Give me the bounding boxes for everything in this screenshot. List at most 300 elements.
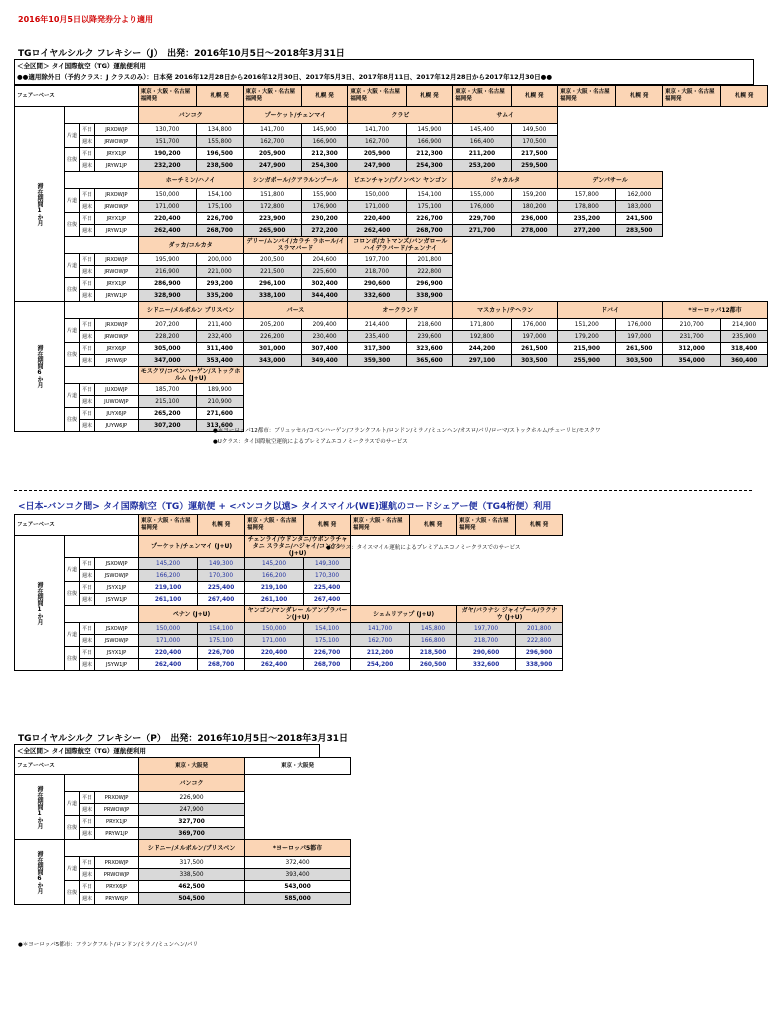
- fare-value: 290,600: [457, 647, 516, 659]
- day-type: 平日: [80, 647, 95, 659]
- fare-value: 219,100: [139, 582, 198, 594]
- fare-value: 197,000: [511, 331, 558, 343]
- fare-value: 343,000: [243, 355, 301, 367]
- empty-cell: [721, 225, 768, 237]
- fare-value: 204,600: [301, 254, 348, 266]
- empty-cell: [663, 278, 721, 290]
- fare-value: 141,700: [348, 124, 406, 136]
- day-type: 平日: [80, 343, 95, 355]
- trip-type: 往復: [65, 278, 80, 302]
- fare-value: 210,700: [663, 319, 721, 331]
- destination-header: ヤンゴン/マンダレー ルアンプラバーン(J+U): [245, 606, 351, 623]
- fare-basis: JRWOWJP: [95, 266, 139, 278]
- empty-cell: [511, 384, 558, 396]
- day-type: 平日: [80, 278, 95, 290]
- destination-header: バンコク: [138, 107, 243, 124]
- fare-basis: JRYX1JP: [95, 278, 139, 290]
- fare-value: 171,800: [453, 319, 511, 331]
- fare-value: 228,200: [138, 331, 196, 343]
- spacer: [65, 237, 139, 254]
- fare-value: 268,700: [406, 225, 453, 237]
- fare-value: 247,900: [348, 160, 406, 172]
- stay-period-1m: 滞在期間1か月: [15, 775, 65, 840]
- fare-value: 354,000: [663, 355, 721, 367]
- empty-cell: [663, 408, 721, 420]
- empty-cell: [516, 570, 563, 582]
- empty-cell: [410, 558, 457, 570]
- trip-type: 片道: [65, 623, 80, 647]
- fare-value: 255,900: [558, 355, 616, 367]
- fare-basis: JRYX1JP: [95, 148, 139, 160]
- trip-type: 往復: [65, 213, 80, 237]
- fare-row: [15, 623, 563, 635]
- fare-value: 226,200: [243, 331, 301, 343]
- fare-basis: PRYX6JP: [95, 881, 139, 893]
- trip-type: 往復: [65, 408, 80, 432]
- trip-type: 片道: [65, 124, 80, 148]
- fare-basis: JRYW1JP: [95, 290, 139, 302]
- fare-value: 504,500: [139, 893, 245, 905]
- fare-value: 253,200: [453, 160, 511, 172]
- fare-value: 353,400: [196, 355, 243, 367]
- fare-row: [15, 396, 768, 408]
- destination-header: パース: [243, 302, 348, 319]
- empty-cell: [616, 266, 663, 278]
- empty-cell: [453, 237, 768, 254]
- section3-title: TGロイヤルシルク フレキシー（P） 出発：2016年10月5日～2018年3月31日: [18, 734, 348, 744]
- origin-header-main: 東京・大阪・名古屋 福岡発: [138, 86, 196, 107]
- empty-cell: [663, 189, 721, 201]
- fare-value: 220,400: [348, 213, 406, 225]
- empty-cell: [516, 582, 563, 594]
- fare-basis: PRYW6JP: [95, 893, 139, 905]
- trip-type: 片道: [65, 792, 80, 816]
- fare-value: 162,700: [348, 136, 406, 148]
- trip-type: 往復: [65, 816, 80, 840]
- fare-value: 141,700: [243, 124, 301, 136]
- fare-value: 338,100: [243, 290, 301, 302]
- empty-cell: [243, 408, 301, 420]
- origin-header-row: [15, 86, 768, 107]
- origin-header-sapporo: 札幌 発: [406, 86, 453, 107]
- day-type: 平日: [80, 319, 95, 331]
- fare-value: 214,900: [721, 319, 768, 331]
- fare-value: 226,900: [139, 792, 245, 804]
- fare-value: 216,900: [138, 266, 196, 278]
- fare-basis: JRYX1JP: [95, 213, 139, 225]
- empty-cell: [406, 408, 453, 420]
- origin-header: 東京・大阪発: [139, 758, 245, 775]
- day-type: 週末: [80, 290, 95, 302]
- destination-header: バンコク: [139, 775, 245, 792]
- fare-basis: JSYW1JP: [95, 659, 139, 671]
- destination-header: サムイ: [453, 107, 558, 124]
- empty-cell: [406, 396, 453, 408]
- destination-header: ホーチミン/ハノイ: [138, 172, 243, 189]
- empty-cell: [511, 408, 558, 420]
- origin-header-sapporo: 札幌 発: [721, 86, 768, 107]
- origin-header-sapporo: 札幌 発: [511, 86, 558, 107]
- fare-value: 323,600: [406, 343, 453, 355]
- trip-type: 片道: [65, 857, 80, 881]
- fare-value: 261,500: [511, 343, 558, 355]
- fare-basis: PRWOWJP: [95, 804, 139, 816]
- fare-row: [15, 816, 351, 828]
- fare-value: 247,900: [243, 160, 301, 172]
- origin-header-row: [15, 515, 563, 536]
- fare-value: 210,900: [196, 396, 243, 408]
- fare-value: 162,000: [616, 189, 663, 201]
- fare-row: [15, 857, 351, 869]
- fare-value: 218,500: [410, 647, 457, 659]
- fare-value: 171,000: [245, 635, 304, 647]
- empty-cell: [721, 396, 768, 408]
- empty-cell: [351, 570, 410, 582]
- empty-cell: [663, 290, 721, 302]
- empty-cell: [663, 172, 768, 189]
- spacer: [65, 606, 139, 623]
- empty-cell: [616, 254, 663, 266]
- fare-row: [15, 319, 768, 331]
- spacer: [65, 302, 139, 319]
- trip-type: 片道: [65, 558, 80, 582]
- fare-basis: JUYW6JP: [95, 420, 139, 432]
- empty-cell: [721, 420, 768, 432]
- fare-row: [15, 558, 563, 570]
- fare-value: 254,300: [301, 160, 348, 172]
- fare-basis: JSYW1JP: [95, 594, 139, 606]
- empty-cell: [243, 384, 301, 396]
- fare-value: 301,000: [243, 343, 301, 355]
- day-type: 週末: [80, 635, 95, 647]
- fare-value: 145,900: [301, 124, 348, 136]
- empty-cell: [457, 570, 516, 582]
- empty-cell: [410, 594, 457, 606]
- fare-value: 197,000: [616, 331, 663, 343]
- empty-cell: [721, 124, 768, 136]
- fare-basis: JSWOWJP: [95, 570, 139, 582]
- note-europe5: ●＊ヨーロッパ5都市：フランクフルト/ロンドン/ミラノ/ミュンヘン/パリ: [18, 942, 198, 948]
- empty-cell: [558, 148, 616, 160]
- city-header-row: [15, 840, 351, 857]
- origin-header-main: 東京・大阪・名古屋 福岡発: [558, 86, 616, 107]
- fare-value: 265,200: [138, 408, 196, 420]
- fare-value: 130,700: [138, 124, 196, 136]
- empty-cell: [616, 160, 663, 172]
- spacer: [65, 775, 139, 792]
- empty-cell: [511, 254, 558, 266]
- fare-value: 154,100: [304, 623, 351, 635]
- city-header-row: [15, 367, 768, 384]
- fare-basis: JRXOWJP: [95, 124, 139, 136]
- fare-value: 145,800: [410, 623, 457, 635]
- fare-value: 145,900: [406, 124, 453, 136]
- fare-value: 176,000: [453, 201, 511, 213]
- empty-cell: [351, 594, 410, 606]
- fare-value: 134,800: [196, 124, 243, 136]
- empty-cell: [721, 408, 768, 420]
- fare-value: 365,600: [406, 355, 453, 367]
- fare-value: 166,400: [453, 136, 511, 148]
- fare-value: 145,200: [245, 558, 304, 570]
- fare-value: 197,700: [457, 623, 516, 635]
- fare-value: 149,300: [304, 558, 351, 570]
- fare-value: 166,900: [301, 136, 348, 148]
- fare-value: 211,400: [196, 319, 243, 331]
- day-type: 週末: [80, 225, 95, 237]
- origin-header-main: 東京・大阪・名古屋 福岡発: [663, 86, 721, 107]
- day-type: 平日: [80, 124, 95, 136]
- day-type: 週末: [80, 136, 95, 148]
- note-europe12: ●＊ヨーロッパ12都市：ブリュッセル/コペンハーゲン/フランクフルト/ロンドン/ミラノ/ミュンヘン/オスロ/パリ/ローマ/ストックホルム/チューリヒ/モスクワ: [213, 428, 601, 434]
- fare-value: 162,700: [243, 136, 301, 148]
- destination-header: ドバイ: [558, 302, 663, 319]
- fare-value: 209,400: [301, 319, 348, 331]
- empty-cell: [663, 213, 721, 225]
- fare-value: 296,900: [516, 647, 563, 659]
- fare-value: 175,100: [304, 635, 351, 647]
- day-type: 平日: [80, 254, 95, 266]
- fare-value: 327,700: [139, 816, 245, 828]
- fare-row: [15, 254, 768, 266]
- empty-cell: [245, 792, 351, 804]
- fare-row: [15, 343, 768, 355]
- fare-value: 290,600: [348, 278, 406, 290]
- day-type: 平日: [80, 148, 95, 160]
- fare-value: 154,100: [196, 189, 243, 201]
- fare-value: 200,000: [196, 254, 243, 266]
- fare-value: 150,000: [348, 189, 406, 201]
- note-u-class-we: ●Uクラス：タイスマイル運航によるプレミアムエコノミークラスでのサービス: [326, 545, 521, 551]
- empty-cell: [348, 408, 406, 420]
- day-type: 平日: [80, 857, 95, 869]
- origin-header-sapporo: 札幌 発: [301, 86, 348, 107]
- origin-header-sapporo: 札幌 発: [516, 515, 563, 536]
- fare-value: 185,700: [138, 384, 196, 396]
- destination-header: *ヨーロッパ12都市: [663, 302, 768, 319]
- section1-exclusion: ●●適用除外日（予約クラス：J クラスのみ）：日本発 2016年12月28日から2016年12月30日、2017年5月3日、2017年8月11日、2017年12月28日から2017年12月30日●●: [17, 73, 553, 81]
- fare-value: 190,200: [138, 148, 196, 160]
- destination-header: ビエンチャン/プノンペン ヤンゴン: [348, 172, 453, 189]
- note-u-class-tg: ●Uクラス：タイ国際航空運航によるプレミアムエコノミークラスでのサービス: [213, 439, 408, 445]
- fare-value: 149,500: [511, 124, 558, 136]
- empty-cell: [616, 148, 663, 160]
- fare-value: 278,000: [511, 225, 558, 237]
- origin-header: 東京・大阪発: [245, 758, 351, 775]
- empty-cell: [301, 384, 348, 396]
- fare-value: 222,800: [516, 635, 563, 647]
- fare-value: 286,900: [138, 278, 196, 290]
- fare-row: [15, 881, 351, 893]
- fare-value: 239,600: [406, 331, 453, 343]
- empty-cell: [410, 582, 457, 594]
- empty-cell: [721, 278, 768, 290]
- stay-period-6m: 滞在期間6か月: [15, 840, 65, 905]
- fare-row: [15, 594, 563, 606]
- stay-period-6m: 滞在期間6か月: [15, 302, 65, 432]
- fare-value: 297,100: [453, 355, 511, 367]
- city-header-row: [15, 237, 768, 254]
- fare-value: 201,800: [406, 254, 453, 266]
- empty-cell: [663, 420, 721, 432]
- fare-value: 171,000: [348, 201, 406, 213]
- day-type: 週末: [80, 869, 95, 881]
- destination-header: デンパサール: [558, 172, 663, 189]
- fare-basis: JSXOWJP: [95, 623, 139, 635]
- fare-value: 176,000: [616, 319, 663, 331]
- empty-cell: [348, 396, 406, 408]
- empty-cell: [663, 254, 721, 266]
- fare-value: 317,500: [139, 857, 245, 869]
- trip-type: 片道: [65, 384, 80, 408]
- fare-basis: JUWOWJP: [95, 396, 139, 408]
- empty-cell: [721, 189, 768, 201]
- origin-header-main: 東京・大阪・名古屋 福岡発: [457, 515, 516, 536]
- fare-value: 313,600: [196, 420, 243, 432]
- fare-value: 205,200: [243, 319, 301, 331]
- empty-cell: [301, 396, 348, 408]
- fare-row: [15, 189, 768, 201]
- fare-value: 328,900: [138, 290, 196, 302]
- day-type: 平日: [80, 792, 95, 804]
- fare-value: 262,400: [245, 659, 304, 671]
- empty-cell: [663, 124, 721, 136]
- fare-value: 338,900: [406, 290, 453, 302]
- empty-cell: [245, 816, 351, 828]
- fare-value: 220,400: [245, 647, 304, 659]
- empty-cell: [301, 408, 348, 420]
- empty-cell: [453, 384, 511, 396]
- fare-value: 232,200: [138, 160, 196, 172]
- fare-value: 359,300: [348, 355, 406, 367]
- empty-cell: [558, 278, 616, 290]
- fare-basis: JRYW1JP: [95, 225, 139, 237]
- empty-cell: [558, 408, 616, 420]
- fare-basis: JRXOWJP: [95, 189, 139, 201]
- fare-value: 235,900: [721, 331, 768, 343]
- day-type: 週末: [80, 420, 95, 432]
- fare-basis: JRWOWJP: [95, 136, 139, 148]
- fare-basis: PRYW1JP: [95, 828, 139, 840]
- fare-value: 162,700: [351, 635, 410, 647]
- fare-value: 215,100: [138, 396, 196, 408]
- fare-value: 244,200: [453, 343, 511, 355]
- empty-cell: [721, 384, 768, 396]
- fare-basis-header: フェアーベース: [15, 758, 139, 775]
- fare-basis: PRXOWJP: [95, 857, 139, 869]
- trip-type: 往復: [65, 343, 80, 367]
- destination-header: オークランド: [348, 302, 453, 319]
- fare-value: 218,600: [406, 319, 453, 331]
- spacer: [65, 107, 139, 124]
- fare-basis: JRYW1JP: [95, 160, 139, 172]
- empty-cell: [663, 201, 721, 213]
- fare-value: 543,000: [245, 881, 351, 893]
- spacer: [65, 367, 139, 384]
- day-type: 週末: [80, 266, 95, 278]
- fare-value: 220,400: [138, 213, 196, 225]
- fare-value: 214,400: [348, 319, 406, 331]
- empty-cell: [616, 408, 663, 420]
- fare-value: 261,100: [139, 594, 198, 606]
- empty-cell: [348, 384, 406, 396]
- fare-value: 212,200: [351, 647, 410, 659]
- empty-cell: [721, 148, 768, 160]
- fare-value: 200,500: [243, 254, 301, 266]
- fare-value: 226,700: [406, 213, 453, 225]
- fare-value: 176,900: [301, 201, 348, 213]
- fare-value: 166,900: [406, 136, 453, 148]
- fare-value: 218,700: [348, 266, 406, 278]
- stay-period-1m: 滞在期間1か月: [15, 536, 65, 671]
- fare-value: 159,200: [511, 189, 558, 201]
- empty-cell: [721, 254, 768, 266]
- origin-header-sapporo: 札幌 発: [304, 515, 351, 536]
- section1-grid: [14, 85, 768, 432]
- empty-cell: [558, 384, 616, 396]
- day-type: 週末: [80, 396, 95, 408]
- fare-value: 283,500: [616, 225, 663, 237]
- destination-header: デリー/ムンバイ/カラチ ラホール/イスラマバード: [243, 237, 348, 254]
- destination-header: モスクワ/コペンハーゲン/ストックホルム (J+U): [138, 367, 243, 384]
- fare-row: [15, 201, 768, 213]
- fare-row: [15, 635, 563, 647]
- fare-value: 145,200: [139, 558, 198, 570]
- day-type: 週末: [80, 659, 95, 671]
- fare-value: 212,300: [406, 148, 453, 160]
- fare-row: [15, 659, 563, 671]
- fare-basis: JUXOWJP: [95, 384, 139, 396]
- fare-value: 221,000: [196, 266, 243, 278]
- fare-value: 262,400: [348, 225, 406, 237]
- fare-value: 268,700: [304, 659, 351, 671]
- fare-basis-header: フェアーベース: [15, 86, 139, 107]
- fare-value: 211,200: [453, 148, 511, 160]
- fare-value: 180,200: [511, 201, 558, 213]
- fare-value: 171,000: [139, 635, 198, 647]
- empty-cell: [616, 278, 663, 290]
- empty-cell: [453, 266, 511, 278]
- fare-value: 229,700: [453, 213, 511, 225]
- empty-cell: [453, 408, 511, 420]
- fare-value: 178,800: [558, 201, 616, 213]
- fare-value: 176,000: [511, 319, 558, 331]
- fare-value: 293,200: [196, 278, 243, 290]
- fare-value: 205,900: [243, 148, 301, 160]
- empty-cell: [663, 225, 721, 237]
- fare-value: 307,400: [301, 343, 348, 355]
- empty-cell: [721, 201, 768, 213]
- fare-value: 141,700: [351, 623, 410, 635]
- fare-row: [15, 124, 768, 136]
- fare-value: 170,300: [198, 570, 245, 582]
- fare-row: [15, 384, 768, 396]
- fare-value: 218,700: [457, 635, 516, 647]
- origin-header-main: 東京・大阪・名古屋 福岡発: [453, 86, 511, 107]
- effective-banner: 2016年10月5日以降発券分より適用: [18, 15, 153, 24]
- fare-row: [15, 266, 768, 278]
- fare-value: 166,200: [139, 570, 198, 582]
- fare-value: 268,700: [198, 659, 245, 671]
- origin-header-main: 東京・大阪・名古屋 福岡発: [245, 515, 304, 536]
- fare-value: 369,700: [139, 828, 245, 840]
- fare-value: 155,000: [453, 189, 511, 201]
- trip-type: 往復: [65, 148, 80, 172]
- fare-value: 260,500: [410, 659, 457, 671]
- fare-value: 303,500: [616, 355, 663, 367]
- origin-header-sapporo: 札幌 発: [196, 86, 243, 107]
- spacer: [65, 536, 139, 558]
